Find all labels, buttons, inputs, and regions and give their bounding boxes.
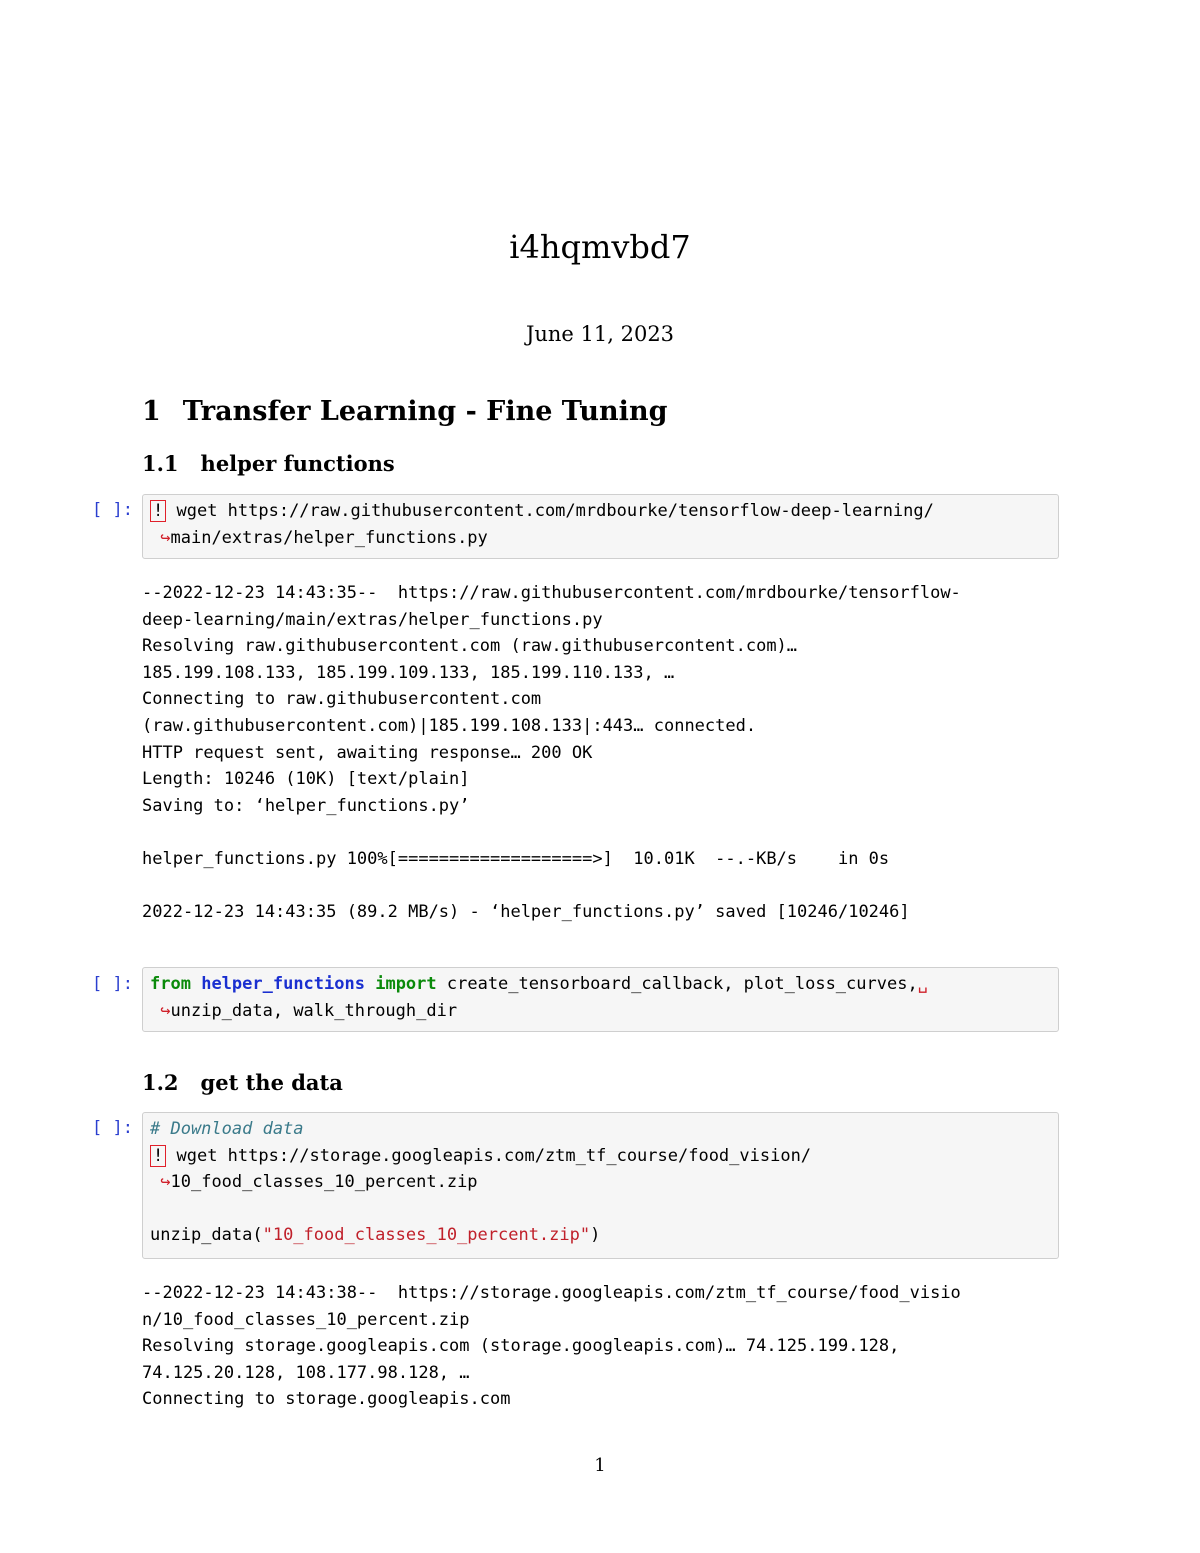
shell-bang: ! [150, 500, 166, 522]
code-comment: # Download data [150, 1119, 304, 1139]
continuation-icon: ↪ [160, 1172, 171, 1192]
document-title: i4hqmvbd7 [509, 228, 691, 266]
section-number: 1 [142, 396, 161, 427]
code-line: create_tensorboard_callback, plot_loss_curves, [436, 974, 918, 994]
continuation-icon: ↪ [160, 527, 171, 548]
subsection-heading-1-2 [142, 1070, 343, 1095]
code-line: wget https://raw.githubusercontent.com/mrdbourke/tensorflow-deep-learning/ [166, 501, 934, 521]
subsection-number: 1.2 [142, 1070, 179, 1095]
code-line: wget https://storage.googleapis.com/ztm_tf_course/food_vision/ [166, 1145, 812, 1166]
document-date: June 11, 2023 [525, 322, 675, 346]
page-number: 1 [594, 1455, 606, 1476]
function-call: unzip_data( [150, 1225, 263, 1245]
section-title: Transfer Learning - Fine Tuning [182, 396, 668, 427]
subsection-title: get the data [200, 1070, 343, 1095]
keyword-from: from [150, 974, 191, 994]
subsection-heading-1-1 [142, 451, 395, 476]
cell-output-download-data: --2022-12-23 14:43:38-- https://storage.googleapis.com/ztm_tf_course/food_visio n/10_food_classes_10_percent.zip Resolving storage.googleapis.com (storage.googleapis.com)… 74.125.199.128, 74.125.20.128, 108.177.98.128, … Connecting to storage.googleapis.com [142, 1283, 961, 1410]
subsection-title: helper functions [200, 451, 395, 476]
code-content [143, 495, 1058, 551]
cell-prompt: [ ]: [92, 974, 133, 994]
cell-output-wget-helper: --2022-12-23 14:43:35-- https://raw.githubusercontent.com/mrdbourke/tensorflow- deep-learning/main/extras/helper_functions.py Resolving raw.githubusercontent.com (raw.githubusercontent.com)… 185.199.108.133, 185.199.109.133, 185.199.110.133, … Connecting to raw.githubusercontent.com (raw.githubusercontent.com)|185.199.108.133|:443… connected. HTTP request sent, awaiting response… 200 OK Length: 10246 (10K) [text/plain] Saving to: ‘helper_functions.py’ helper_functions.py 100%[===================>] 10.01K --.-KB/s in 0s 2022-12-23 14:43:35 (89.2 MB/s) - ‘helper_functions.py’ saved [10246/10246] [142, 583, 961, 923]
shell-bang: ! [150, 1145, 166, 1167]
module-name: helper_functions [201, 974, 365, 994]
subsection-number: 1.1 [142, 451, 179, 476]
cell-prompt: [ ]: [92, 1118, 133, 1138]
continuation-icon: ↪ [160, 1000, 171, 1021]
code-content [143, 968, 1058, 1024]
code-line: unzip_data, walk_through_dir [170, 1000, 458, 1021]
cell-prompt: [ ]: [92, 500, 133, 520]
code-content [143, 1113, 1058, 1249]
string-literal: "10_food_classes_10_percent.zip" [262, 1225, 591, 1245]
code-cell-download-data[interactable] [142, 1112, 1059, 1259]
keyword-import: import [375, 974, 437, 994]
code-line: 10_food_classes_10_percent.zip [170, 1172, 478, 1192]
code-cell-wget-helper[interactable] [142, 494, 1059, 559]
code-line: main/extras/helper_functions.py [170, 527, 488, 548]
section-heading-1 [142, 396, 667, 427]
line-break-icon: ␣ [917, 974, 928, 994]
function-call-close: ) [590, 1225, 601, 1245]
code-cell-import-helpers[interactable] [142, 967, 1059, 1032]
